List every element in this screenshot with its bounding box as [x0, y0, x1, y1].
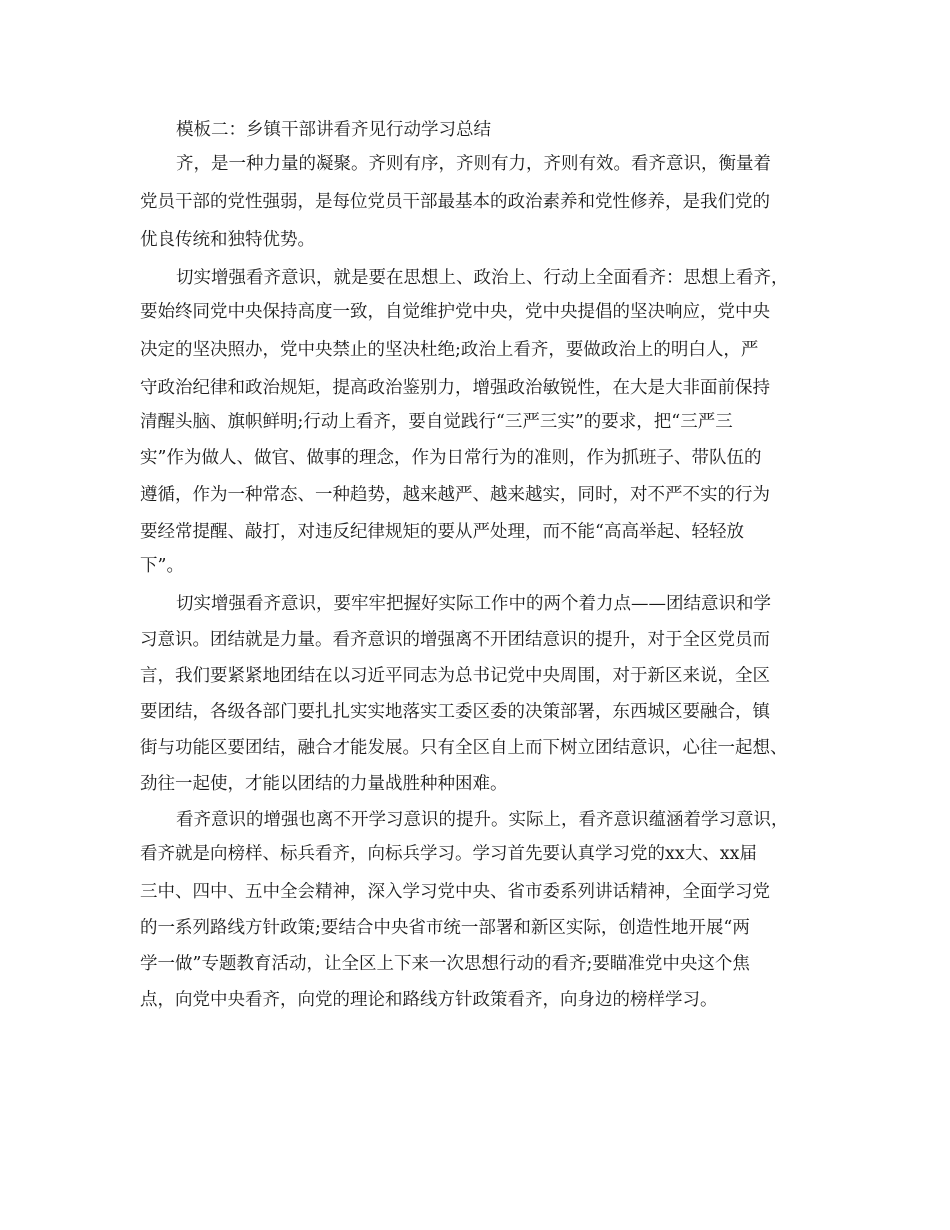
- paragraph-line: 看齐意识的增强也离不开学习意识的提升。实际上，看齐意识蕴涵着学习意识，: [176, 810, 789, 830]
- paragraph-line: 党员干部的党性强弱，是每位党员干部最基本的政治素养和党性修养，是我们党的: [140, 192, 770, 212]
- paragraph-line: 下”。: [140, 556, 184, 576]
- paragraph-line: 习意识。团结就是力量。看齐意识的增强离不开团结意识的提升，对于全区党员而: [140, 630, 770, 650]
- paragraph-line: 言，我们要紧紧地团结在以习近平同志为总书记党中央周围，对于新区来说，全区: [140, 666, 770, 686]
- paragraph-line: 学一做”专题教育活动，让全区上下来一次思想行动的看齐;要瞄准党中央这个焦: [140, 954, 750, 974]
- document-title: 模板二：乡镇干部讲看齐见行动学习总结: [176, 120, 491, 140]
- paragraph-line: 遵循，作为一种常态、一种趋势，越来越严、越来越实，同时，对不严不实的行为: [140, 485, 770, 505]
- paragraph-line: 的一系列路线方针政策;要结合中央省市统一部署和新区实际，创造性地开展“两: [140, 918, 750, 938]
- paragraph-line: 看齐就是向榜样、标兵看齐，向标兵学习。学习首先要认真学习党的xx大、xx届: [140, 844, 757, 864]
- paragraph-line: 实”作为做人、做官、做事的理念，作为日常行为的准则，作为抓班子、带队伍的: [140, 448, 762, 468]
- paragraph-line: 要经常提醒、敲打，对违反纪律规矩的要从严处理，而不能“高高举起、轻轻放: [140, 522, 744, 542]
- paragraph-line: 切实增强看齐意识，就是要在思想上、政治上、行动上全面看齐：思想上看齐，: [176, 268, 789, 288]
- paragraph-line: 守政治纪律和政治规矩，提高政治鉴别力，增强政治敏锐性，在大是大非面前保持: [140, 378, 770, 398]
- paragraph-line: 点，向党中央看齐，向党的理论和路线方针政策看齐，向身边的榜样学习。: [140, 990, 718, 1010]
- paragraph-line: 劲往一起使，才能以团结的力量战胜种种困难。: [140, 774, 508, 794]
- paragraph-line: 街与功能区要团结，融合才能发展。只有全区自上而下树立团结意识，心往一起想、: [140, 738, 788, 758]
- paragraph-line: 要团结，各级各部门要扎扎实实地落实工委区委的决策部署，东西城区要融合，镇: [140, 702, 770, 722]
- paragraph-line: 三中、四中、五中全会精神，深入学习党中央、省市委系列讲话精神，全面学习党: [140, 882, 770, 902]
- paragraph-line: 决定的坚决照办，党中央禁止的坚决杜绝;政治上看齐，要做政治上的明白人，严: [140, 340, 759, 360]
- paragraph-line: 齐，是一种力量的凝聚。齐则有序，齐则有力，齐则有效。看齐意识，衡量着: [176, 154, 771, 174]
- paragraph-line: 切实增强看齐意识，要牢牢把握好实际工作中的两个着力点——团结意识和学: [176, 594, 771, 614]
- paragraph-line: 优良传统和独特优势。: [140, 230, 315, 250]
- paragraph-line: 要始终同党中央保持高度一致，自觉维护党中央，党中央提倡的坚决响应，党中央: [140, 302, 770, 322]
- paragraph-line: 清醒头脑、旗帜鲜明;行动上看齐，要自觉践行“三严三实”的要求，把“三严三: [140, 412, 733, 432]
